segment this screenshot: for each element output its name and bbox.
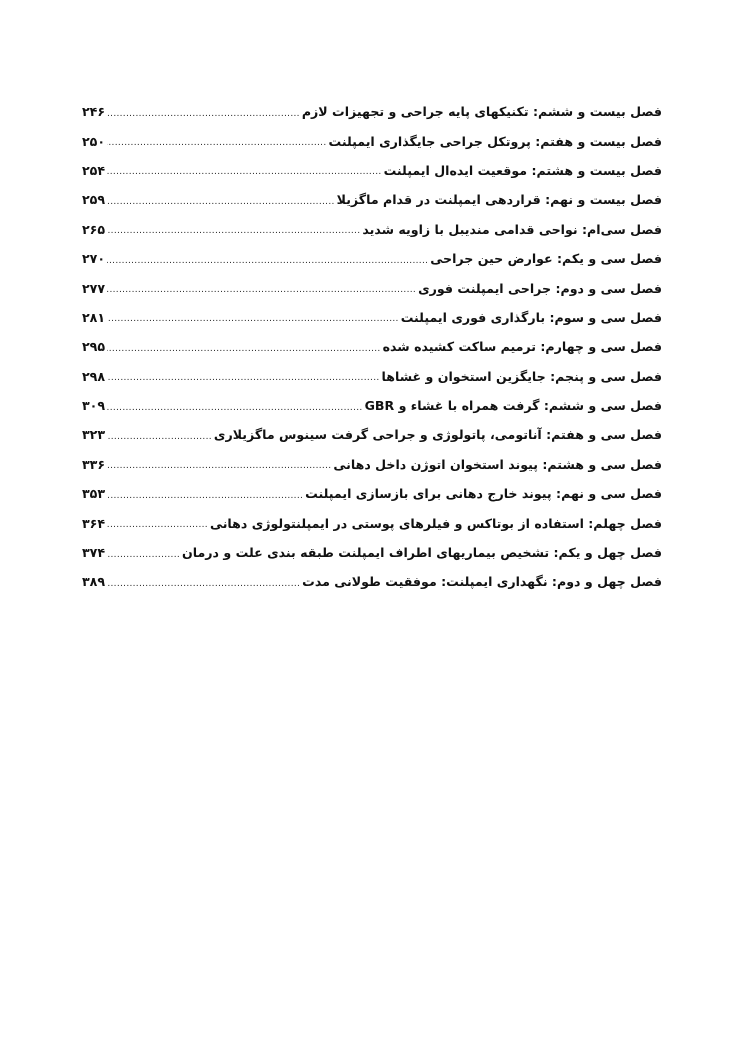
table-of-contents [82,97,662,597]
toc-page-number: ۲۵۹ [82,192,106,208]
toc-title: فصل چهل و دوم: نگهداری ایمپلنت: موفقیت طولانی مدت [302,574,662,590]
toc-page-number: ۲۸۱ [82,309,106,325]
toc-page-number: ۲۹۵ [82,339,106,355]
toc-title: فصل سی‌ام: نواحی قدامی مندیبل با زاویه شدید [362,221,662,237]
toc-page-number: ۲۵۰ [82,133,106,149]
toc-page-number: ۳۳۶ [82,456,106,472]
toc-leader [107,163,382,177]
toc-page-number: ۳۲۳ [82,427,106,443]
toc-entry [82,479,662,508]
toc-title: فصل چهلم: استفاده از بوتاکس و فیلرهای پوستی در ایمپلنتولوژی دهانی [209,515,662,531]
toc-page-number: ۳۶۴ [82,515,106,531]
toc-entry [82,273,662,302]
toc-title: فصل سی و چهارم: ترمیم ساکت کشیده شده [382,339,662,355]
toc-leader [107,105,300,119]
toc-title: فصل چهل و یکم: تشخیص بیماریهای اطراف ایمپلنت طبقه بندی علت و درمان [182,545,662,561]
toc-title: فصل سی و دوم: جراحی ایمپلنت فوری [418,280,662,296]
toc-entry [82,567,662,596]
toc-page-number: ۲۶۵ [82,221,106,237]
toc-entry [82,97,662,126]
toc-title: فصل سی و ششم: گرفت همراه با غشاء و GBR [364,398,662,414]
toc-leader [107,369,379,383]
toc-page-number: ۲۵۴ [82,162,106,178]
toc-entry [82,156,662,185]
toc-entry [82,303,662,332]
toc-page-number: ۳۷۴ [82,545,106,561]
toc-page-number: ۳۵۳ [82,486,106,502]
toc-title: فصل بیست و نهم: قراردهی ایمپلنت در قدام ماگزیلا [336,192,662,208]
toc-title: فصل بیست و هفتم: پروتکل جراحی جایگذاری ایمپلنت [328,133,662,149]
toc-leader [107,252,428,266]
toc-title: فصل سی و هشتم: پیوند استخوان اتوژن داخل دهانی [333,456,662,472]
toc-title: فصل سی و سوم: بارگذاری فوری ایمپلنت [400,309,662,325]
toc-title: فصل سی و هفتم: آناتومی، پاتولوژی و جراحی گرفت سینوس ماگزیلاری [213,427,662,443]
toc-entry [82,126,662,155]
toc-entry [82,244,662,273]
toc-title: فصل سی و یکم: عوارض حین جراحی [430,251,662,267]
toc-entry [82,450,662,479]
toc-leader [107,487,303,501]
toc-page-number: ۲۴۶ [82,104,106,120]
toc-leader [107,310,399,324]
toc-entry [82,420,662,449]
toc-leader [107,134,326,148]
toc-leader [107,546,180,560]
toc-title: فصل بیست و ششم: تکنیکهای پایه جراحی و تجهیزات لازم [301,104,662,120]
toc-entry [82,391,662,420]
toc-leader [107,340,381,354]
toc-entry [82,215,662,244]
toc-leader [107,193,335,207]
toc-page-number: ۲۷۷ [82,280,106,296]
toc-leader [107,457,331,471]
toc-leader [107,428,212,442]
toc-title: فصل سی و نهم: پیوند خارج دهانی برای بازسازی ایمپلنت [305,486,662,502]
toc-page-number: ۲۷۰ [82,251,106,267]
toc-entry [82,538,662,567]
toc-leader [107,222,360,236]
toc-title: فصل بیست و هشتم: موقعیت ایده‌ال ایمپلنت [383,162,662,178]
toc-entry [82,332,662,361]
toc-entry [82,362,662,391]
toc-page-number: ۲۹۸ [82,368,106,384]
toc-entry [82,185,662,214]
toc-entry [82,508,662,537]
toc-page-number: ۳۰۹ [82,398,106,414]
toc-leader [107,399,363,413]
toc-leader [107,516,208,530]
toc-leader [107,575,300,589]
toc-title: فصل سی و پنجم: جایگزین استخوان و غشاها [381,368,662,384]
toc-page-number: ۳۸۹ [82,574,106,590]
toc-leader [107,281,416,295]
